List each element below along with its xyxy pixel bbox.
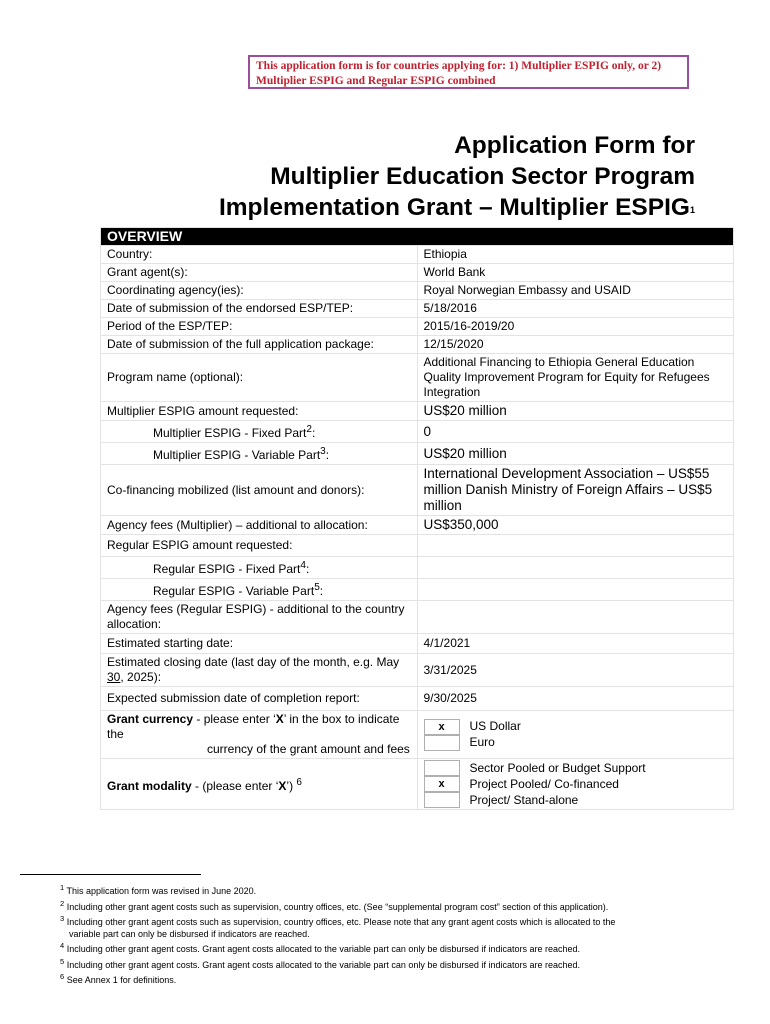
label-reg-fixed (101, 557, 418, 579)
footnote-text: See Annex 1 for definitions. (66, 975, 177, 985)
label-closing-post: , 2025): (120, 670, 162, 684)
label-country: Country: (101, 246, 418, 264)
title-line-3-text: Implementation Grant – Multiplier ESPIG (218, 194, 690, 221)
value-coordinating[interactable]: Royal Norwegian Embassy and USAID (417, 282, 734, 300)
label-start-date: Estimated starting date: (101, 634, 418, 654)
currency-option-usd (424, 719, 728, 735)
label-grant-agent: Grant agent(s): (101, 264, 418, 282)
footnote-ref-2: 2 (306, 424, 312, 435)
row-grant-agent (101, 264, 734, 282)
row-agency-fees-reg (101, 601, 734, 634)
section-header: OVERVIEW (101, 228, 734, 246)
footnote-text: Including other grant agent costs. Grant agent costs allocated to the variable part can only be disbursed if indicators are reached. (66, 959, 580, 970)
label-mult-variable (101, 443, 418, 465)
form-title (219, 130, 695, 223)
row-reg-variable (101, 579, 734, 601)
currency-label-rest2: ’ in the box to indicate the (107, 712, 400, 741)
currency-option-eur (424, 735, 728, 751)
overview-table (100, 227, 734, 810)
footnote-number: 6 (60, 972, 65, 981)
footnote-text: Including other grant agent costs. Grant agent costs allocated to the variable part can only be disbursed if indicators are reached. (66, 944, 580, 954)
footnote-2 (60, 898, 710, 914)
label-cofinancing: Co-financing mobilized (list amount and donors): (101, 465, 418, 516)
currency-label-line-1 (107, 712, 411, 742)
row-mult-fixed (101, 421, 734, 443)
row-regular-amount (101, 535, 734, 557)
value-agency-fees-mult[interactable]: US$350,000 (417, 516, 734, 535)
modality-option-label: Project Pooled/ Co-financed (469, 776, 619, 791)
label-colon: : (305, 562, 310, 576)
label-agency-fees-reg: Agency fees (Regular ESPIG) - additional to the country allocation: (101, 601, 418, 634)
modality-checkbox-standalone[interactable] (424, 792, 460, 808)
label-regular-amount: Regular ESPIG amount requested: (101, 535, 418, 557)
currency-option-label: US Dollar (469, 719, 521, 733)
row-grant-modality (101, 759, 734, 810)
label-date-esp: Date of submission of the endorsed ESP/TEP: (101, 300, 418, 318)
label-grant-modality (101, 759, 418, 810)
row-start-date (101, 634, 734, 654)
label-colon: : (319, 584, 324, 598)
value-reg-variable[interactable] (417, 579, 734, 601)
modality-option-label: Project/ Stand-alone (469, 792, 579, 807)
value-start-date[interactable]: 4/1/2021 (417, 634, 734, 654)
label-reg-variable (101, 579, 418, 601)
value-date-esp[interactable]: 5/18/2016 (417, 300, 734, 318)
value-mult-fixed[interactable]: 0 (417, 421, 734, 443)
footnote-ref-1: 1 (689, 205, 695, 215)
value-grant-agent[interactable]: World Bank (417, 264, 734, 282)
label-grant-currency (101, 711, 418, 759)
row-grant-currency (101, 711, 734, 759)
footnote-6 (60, 971, 710, 987)
modality-option-sector (424, 760, 728, 776)
footnote-number: 2 (60, 898, 65, 908)
footnote-divider (20, 874, 201, 875)
currency-label-x: X (275, 712, 284, 726)
label-closing-pre: Estimated closing date (last day of the month, e.g. May (107, 655, 400, 669)
row-program-name (101, 354, 734, 402)
row-mult-variable (101, 443, 734, 465)
value-reg-fixed[interactable] (417, 557, 734, 579)
label-reg-variable-text: Regular ESPIG - Variable Part (153, 584, 315, 598)
label-reg-fixed-text: Regular ESPIG - Fixed Part (153, 562, 301, 576)
label-colon: : (311, 426, 316, 440)
modality-label-rest2: ’) (286, 778, 297, 793)
value-period-esp[interactable]: 2015/16-2019/20 (417, 318, 734, 336)
currency-label-line-2: currency of the grant amount and fees (207, 742, 410, 756)
footnote-text: Including other grant agent costs such as supervision, country offices, etc. (See “supplemental program cost” section of this application). (66, 901, 609, 912)
footnote-number: 5 (60, 956, 65, 966)
label-mult-fixed (101, 421, 418, 443)
label-closing-date (101, 654, 418, 687)
label-completion: Expected submission date of completion report: (101, 687, 418, 711)
currency-option-list (424, 719, 728, 751)
label-mult-fixed-text: Multiplier ESPIG - Fixed Part (153, 426, 307, 440)
title-line-3 (219, 192, 695, 223)
footnote-ref-6: 6 (296, 776, 302, 788)
modality-label-x: X (278, 778, 287, 793)
row-multiplier-amount (101, 402, 734, 421)
currency-checkbox-usd[interactable]: x (424, 719, 460, 735)
label-colon: : (325, 448, 330, 462)
applicability-notice: This application form is for countries applying for: 1) Multiplier ESPIG only, or 2) Multiplier ESPIG and Regular ESPIG combined (248, 55, 689, 89)
footnote-5 (60, 956, 710, 972)
row-date-full (101, 336, 734, 354)
row-coordinating (101, 282, 734, 300)
footnote-number: 3 (60, 914, 65, 923)
label-coordinating: Coordinating agency(ies): (101, 282, 418, 300)
modality-label-rest: - (please enter ‘ (191, 778, 279, 793)
currency-label-rest: - please enter ‘ (193, 712, 276, 726)
row-agency-fees-mult (101, 516, 734, 535)
row-completion (101, 687, 734, 711)
value-country[interactable]: Ethiopia (417, 246, 734, 264)
label-date-full: Date of submission of the full application package: (101, 336, 418, 354)
label-multiplier-amount: Multiplier ESPIG amount requested: (101, 402, 418, 421)
modality-option-standalone (424, 792, 728, 808)
label-closing-underlined: 30 (107, 670, 121, 684)
row-date-esp (101, 300, 734, 318)
footnote-4 (60, 940, 710, 956)
modality-option-list (424, 760, 728, 808)
footnote-ref-5: 5 (314, 582, 320, 593)
footnote-1 (60, 882, 710, 898)
footnote-number: 4 (60, 941, 65, 950)
value-closing-date[interactable]: 3/31/2025 (417, 654, 734, 687)
label-program-name: Program name (optional): (101, 354, 418, 402)
modality-options (417, 759, 734, 810)
currency-option-label: Euro (469, 735, 495, 749)
value-completion[interactable]: 9/30/2025 (417, 687, 734, 711)
row-closing-date (101, 654, 734, 687)
footnote-number: 1 (60, 883, 65, 892)
value-program-name[interactable]: Additional Financing to Ethiopia General Education Quality Improvement Program for Equity for Refugees Integration (417, 354, 734, 402)
footnote-ref-3: 3 (320, 446, 326, 457)
row-period-esp (101, 318, 734, 336)
footnote-3 (60, 913, 710, 929)
modality-checkbox-sector[interactable] (424, 760, 460, 776)
value-agency-fees-reg[interactable] (417, 601, 734, 634)
row-reg-fixed (101, 557, 734, 579)
modality-label-bold: Grant modality (107, 778, 192, 793)
value-regular-amount[interactable] (417, 535, 734, 557)
currency-label-bold: Grant currency (107, 712, 194, 726)
title-line-1: Application Form for (454, 132, 695, 159)
row-country (101, 246, 734, 264)
value-cofinancing[interactable]: International Development Association – US$55 million Danish Ministry of Foreign Affairs – US$5 million (417, 465, 734, 516)
label-agency-fees-mult: Agency fees (Multiplier) – additional to allocation: (101, 516, 418, 535)
row-cofinancing (101, 465, 734, 516)
label-mult-variable-text: Multiplier ESPIG - Variable Part (153, 448, 321, 462)
currency-checkbox-eur[interactable] (424, 735, 460, 751)
label-period-esp: Period of the ESP/TEP: (101, 318, 418, 336)
modality-checkbox-project-pooled[interactable]: x (424, 776, 460, 792)
modality-option-project-pooled (424, 776, 728, 792)
currency-options (417, 711, 734, 759)
footnote-ref-4: 4 (300, 560, 306, 571)
footnotes (60, 882, 710, 987)
value-mult-variable[interactable]: US$20 million (417, 443, 734, 465)
title-line-2: Multiplier Education Sector Program (270, 163, 695, 190)
footnote-3-continued: variable part can only be disbursed if indicators are reached. (69, 928, 310, 939)
modality-option-label: Sector Pooled or Budget Support (469, 760, 646, 775)
footnote-text: This application form was revised in June 2020. (66, 886, 257, 896)
value-multiplier-amount[interactable]: US$20 million (417, 402, 734, 421)
footnote-text: Including other grant agent costs such as supervision, country offices, etc. Please note that any grant agent costs which is allocated to the (66, 917, 616, 927)
value-date-full[interactable]: 12/15/2020 (417, 336, 734, 354)
